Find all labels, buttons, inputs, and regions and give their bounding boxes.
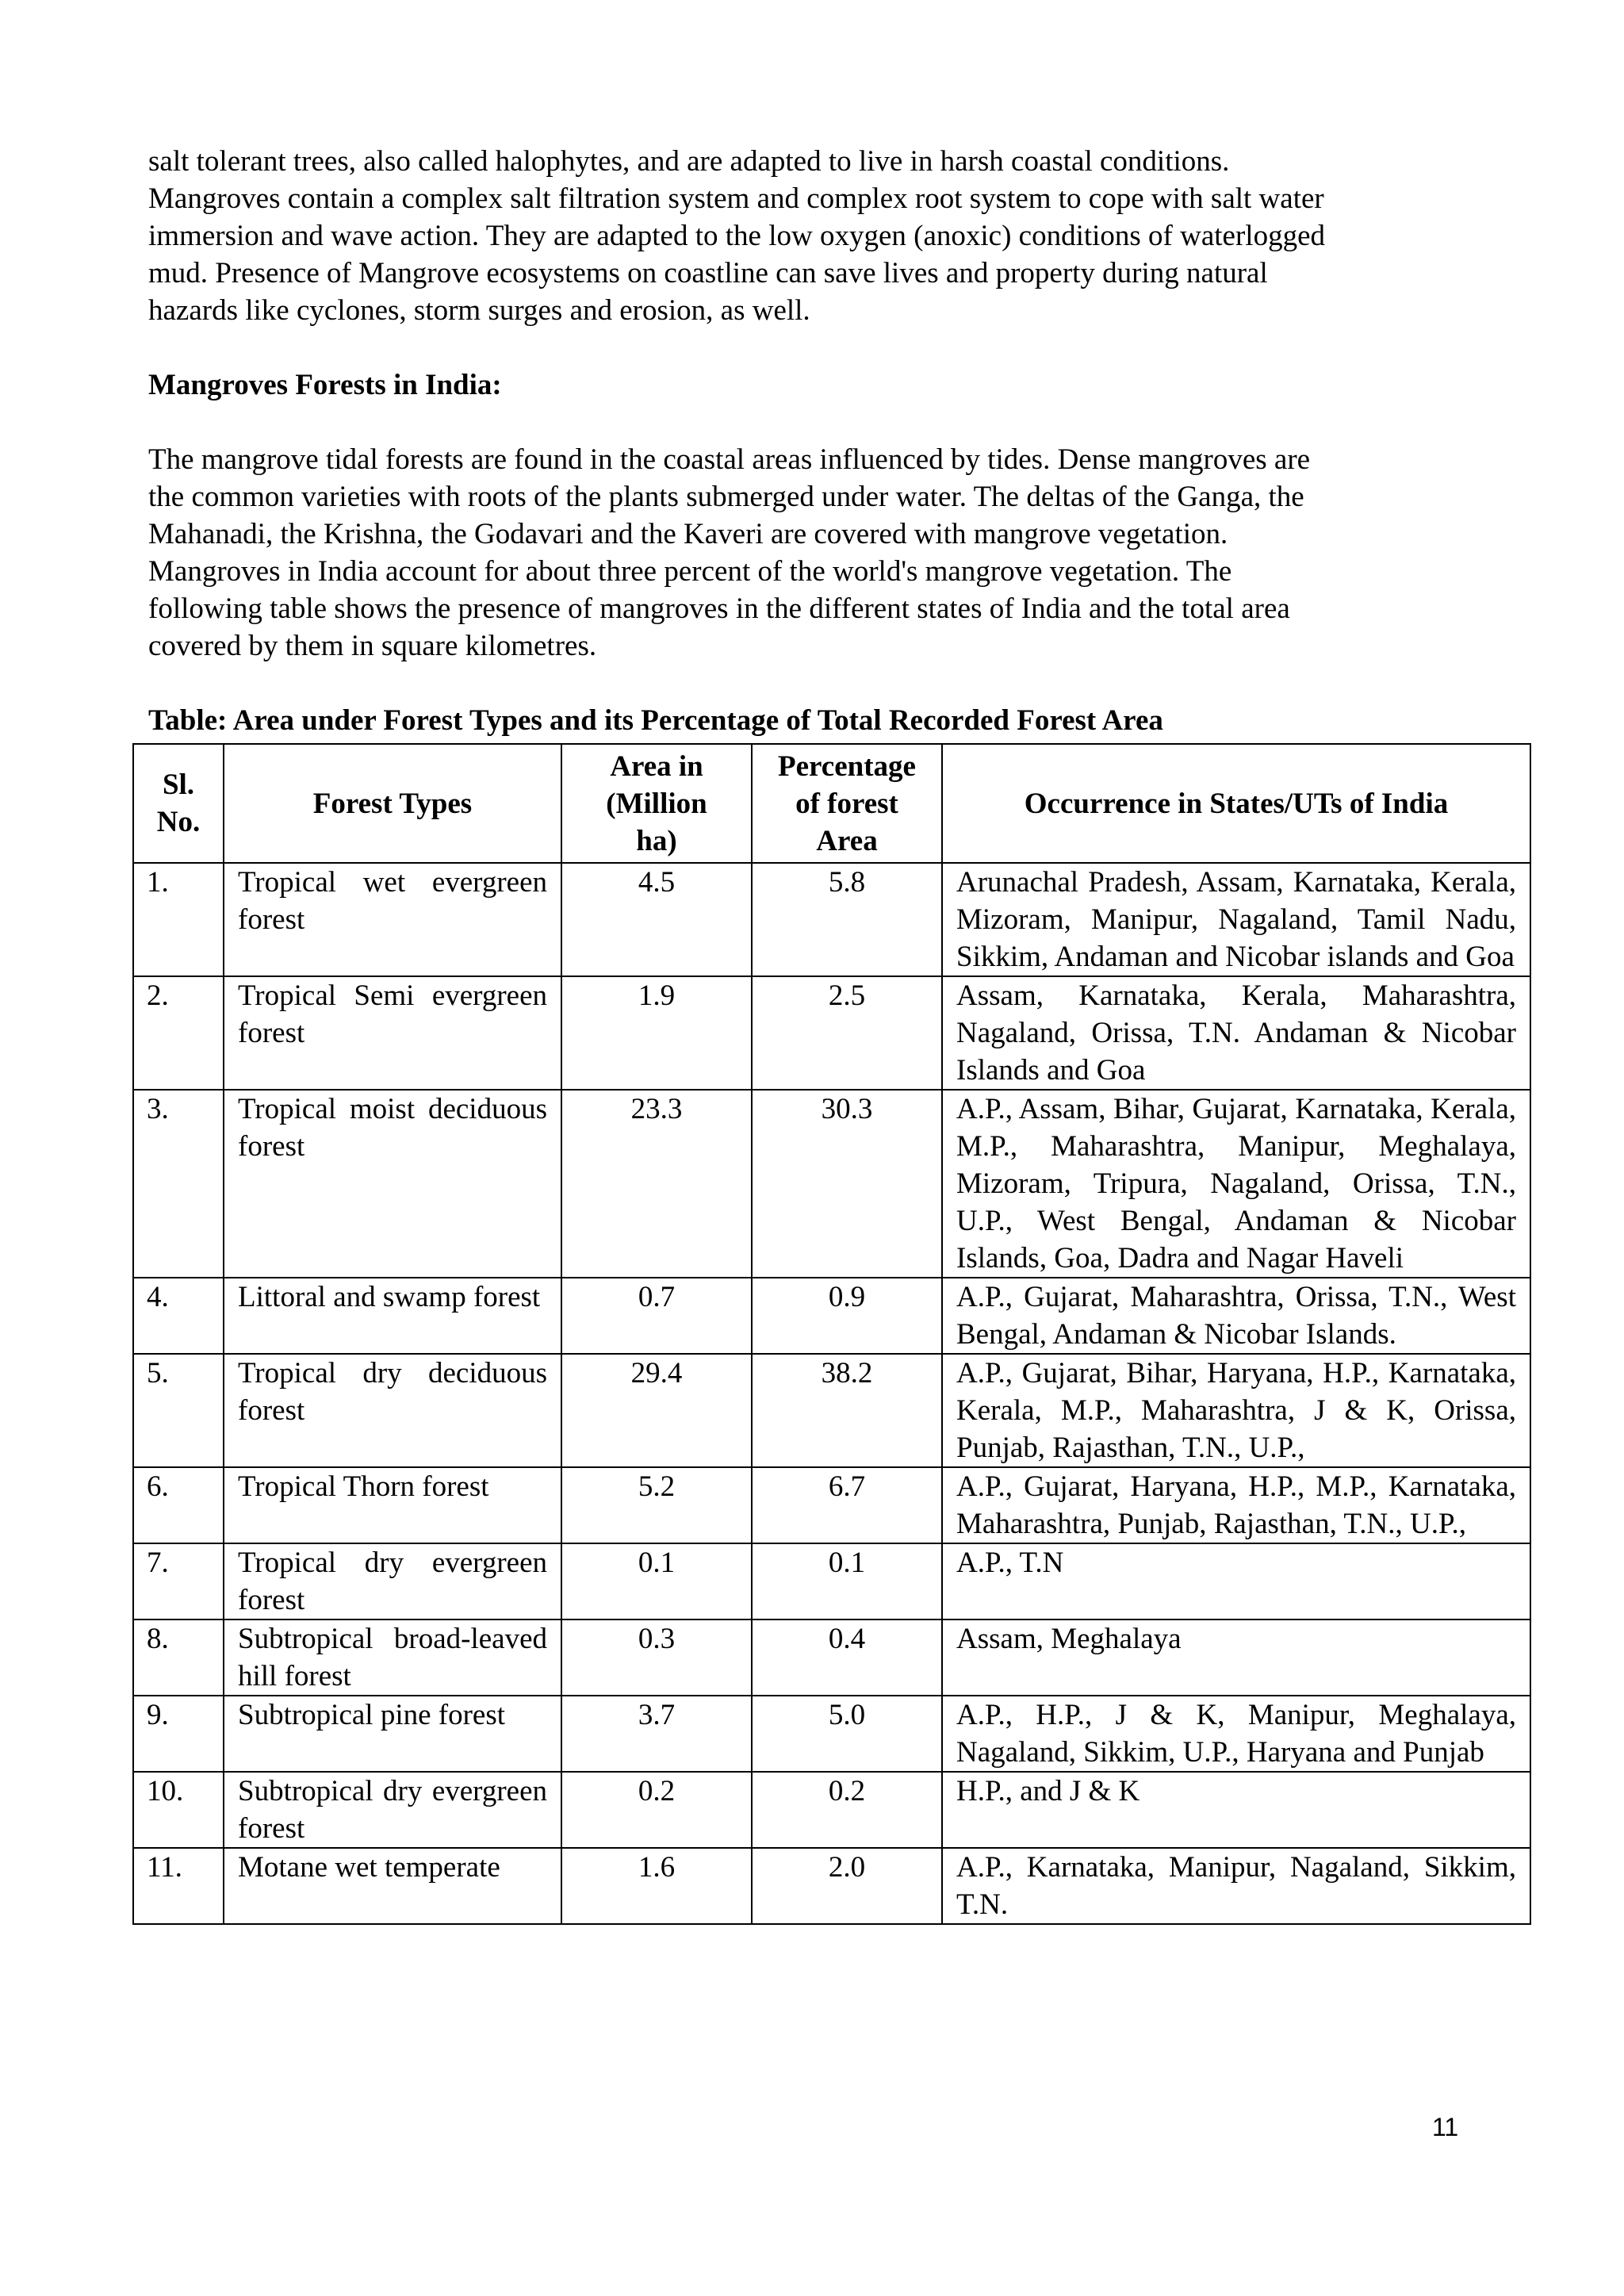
cell-area: 1.9 [561, 976, 752, 1090]
cell-percentage: 2.0 [752, 1848, 942, 1924]
intro-paragraph [148, 143, 1544, 329]
table-header-row [133, 744, 1530, 863]
cell-sl: 1. [133, 863, 224, 976]
section-heading: Mangroves Forests in India: [148, 369, 502, 401]
table-row [133, 1848, 1530, 1924]
cell-area: 29.4 [561, 1354, 752, 1467]
table-row [133, 1467, 1530, 1543]
cell-percentage: 0.1 [752, 1543, 942, 1619]
cell-percentage: 6.7 [752, 1467, 942, 1543]
cell-percentage: 0.9 [752, 1278, 942, 1354]
text-line: mud. Presence of Mangrove ecosystems on coastline can save lives and property during natural [148, 257, 1268, 289]
cell-occurrence: A.P., T.N [942, 1543, 1530, 1619]
cell-occurrence: A.P., Gujarat, Bihar, Haryana, H.P., Karnataka, Kerala, M.P., Maharashtra, J & K, Orissa, Punjab, Rajasthan, T.N., U.P., [942, 1354, 1530, 1467]
cell-forest-type: Tropical dry evergreen forest [224, 1543, 561, 1619]
cell-occurrence: A.P., Assam, Bihar, Gujarat, Karnataka, Kerala, M.P., Maharashtra, Manipur, Meghalaya, Mizoram, Tripura, Nagaland, Orissa, T.N., U.P., West Bengal, Andaman & Nicobar Islands, Goa, Dadra and Nagar Haveli [942, 1090, 1530, 1278]
table-row [133, 1772, 1530, 1848]
cell-percentage: 30.3 [752, 1090, 942, 1278]
mangrove-paragraph [148, 441, 1544, 665]
table-row [133, 1354, 1530, 1467]
cell-percentage: 0.4 [752, 1619, 942, 1696]
cell-area: 0.3 [561, 1619, 752, 1696]
header-percentage: Percentage of forest Area [752, 744, 942, 863]
cell-forest-type: Subtropical broad-leaved hill forest [224, 1619, 561, 1696]
cell-occurrence: A.P., H.P., J & K, Manipur, Meghalaya, Nagaland, Sikkim, U.P., Haryana and Punjab [942, 1696, 1530, 1772]
cell-percentage: 38.2 [752, 1354, 942, 1467]
cell-area: 23.3 [561, 1090, 752, 1278]
text-line: the common varieties with roots of the plants submerged under water. The deltas of the Ganga, the [148, 481, 1304, 513]
cell-area: 0.2 [561, 1772, 752, 1848]
header-occurrence: Occurrence in States/UTs of India [942, 744, 1530, 863]
cell-area: 1.6 [561, 1848, 752, 1924]
cell-sl: 11. [133, 1848, 224, 1924]
text-line: covered by them in square kilometres. [148, 630, 597, 662]
cell-area: 0.7 [561, 1278, 752, 1354]
document-page [147, 143, 1544, 1921]
cell-sl: 7. [133, 1543, 224, 1619]
table-row [133, 863, 1530, 976]
cell-area: 4.5 [561, 863, 752, 976]
text-line: immersion and wave action. They are adapted to the low oxygen (anoxic) conditions of waterlogged [148, 220, 1325, 252]
table-row [133, 1543, 1530, 1619]
cell-area: 0.1 [561, 1543, 752, 1619]
cell-forest-type: Tropical moist deciduous forest [224, 1090, 561, 1278]
text-line: hazards like cyclones, storm surges and erosion, as well. [148, 294, 810, 327]
cell-sl: 6. [133, 1467, 224, 1543]
cell-sl: 2. [133, 976, 224, 1090]
cell-area: 5.2 [561, 1467, 752, 1543]
text-line: salt tolerant trees, also called halophytes, and are adapted to live in harsh coastal conditions. [148, 145, 1230, 178]
forest-types-table [132, 743, 1531, 1925]
table-row [133, 1696, 1530, 1772]
cell-percentage: 5.8 [752, 863, 942, 976]
cell-forest-type: Tropical wet evergreen forest [224, 863, 561, 976]
cell-percentage: 0.2 [752, 1772, 942, 1848]
cell-forest-type: Tropical dry deciduous forest [224, 1354, 561, 1467]
cell-sl: 5. [133, 1354, 224, 1467]
cell-forest-type: Tropical Semi evergreen forest [224, 976, 561, 1090]
cell-forest-type: Subtropical dry evergreen forest [224, 1772, 561, 1848]
cell-forest-type: Motane wet temperate [224, 1848, 561, 1924]
cell-sl: 4. [133, 1278, 224, 1354]
cell-forest-type: Tropical Thorn forest [224, 1467, 561, 1543]
page-number: 11 [1432, 2113, 1459, 2141]
table-row [133, 1619, 1530, 1696]
header-area: Area in (Million ha) [561, 744, 752, 863]
cell-occurrence: A.P., Gujarat, Maharashtra, Orissa, T.N., West Bengal, Andaman & Nicobar Islands. [942, 1278, 1530, 1354]
cell-percentage: 5.0 [752, 1696, 942, 1772]
cell-occurrence: A.P., Gujarat, Haryana, H.P., M.P., Karnataka, Maharashtra, Punjab, Rajasthan, T.N., U.P., [942, 1467, 1530, 1543]
header-forest-types: Forest Types [224, 744, 561, 863]
cell-occurrence: A.P., Karnataka, Manipur, Nagaland, Sikkim, T.N. [942, 1848, 1530, 1924]
table-caption: Table: Area under Forest Types and its Percentage of Total Recorded Forest Area [148, 704, 1163, 737]
text-line: following table shows the presence of mangroves in the different states of India and the total area [148, 592, 1290, 625]
cell-occurrence: H.P., and J & K [942, 1772, 1530, 1848]
cell-forest-type: Subtropical pine forest [224, 1696, 561, 1772]
text-line: The mangrove tidal forests are found in the coastal areas influenced by tides. Dense mangroves are [148, 443, 1311, 476]
cell-occurrence: Arunachal Pradesh, Assam, Karnataka, Kerala, Mizoram, Manipur, Nagaland, Tamil Nadu, Sikkim, Andaman and Nicobar islands and Goa [942, 863, 1530, 976]
table-row [133, 976, 1530, 1090]
cell-forest-type: Littoral and swamp forest [224, 1278, 561, 1354]
text-line: Mangroves in India account for about three percent of the world's mangrove vegetation. The [148, 555, 1232, 588]
text-line: Mangroves contain a complex salt filtration system and complex root system to cope with salt water [148, 182, 1324, 215]
cell-area: 3.7 [561, 1696, 752, 1772]
cell-sl: 10. [133, 1772, 224, 1848]
cell-occurrence: Assam, Meghalaya [942, 1619, 1530, 1696]
cell-sl: 3. [133, 1090, 224, 1278]
cell-percentage: 2.5 [752, 976, 942, 1090]
cell-occurrence: Assam, Karnataka, Kerala, Maharashtra, Nagaland, Orissa, T.N. Andaman & Nicobar Islands and Goa [942, 976, 1530, 1090]
table-row [133, 1090, 1530, 1278]
header-sl-no: Sl. No. [133, 744, 224, 863]
text-line: Mahanadi, the Krishna, the Godavari and the Kaveri are covered with mangrove vegetation. [148, 518, 1228, 550]
table-row [133, 1278, 1530, 1354]
cell-sl: 9. [133, 1696, 224, 1772]
cell-sl: 8. [133, 1619, 224, 1696]
